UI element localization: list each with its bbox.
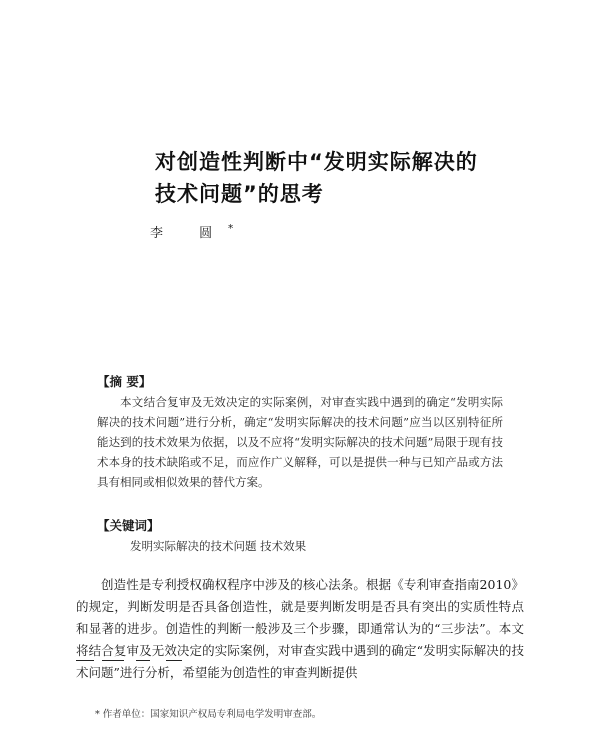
footnote: * 作者单位：国家知识产权局专利局电学发明审查部。 <box>95 709 322 720</box>
abstract-text: 本文结合复审及无效决定的实际案例，对审查实践中遇到的确定“发明实际解决的技术问题”进行分析，确定“发明实际解决的技术问题”应当以区别特征所能达到的技术效果为依据，以及不应将“发明实际解决的技术问题”局限于现有技术本身的技术缺陷或不足，而应作广义解释，可以是提供一种与已知产品或方法具有相同或相似效果的替代方案。 <box>97 395 503 489</box>
footnote-separator <box>76 656 216 666</box>
keywords-heading: 【关键词】 <box>97 518 160 533</box>
author-text: 李 圆 <box>150 226 229 241</box>
author-name <box>150 222 233 241</box>
author-footnote-mark: * <box>228 223 234 235</box>
keywords-text: 发明实际解决的技术问题 技术效果 <box>130 539 307 553</box>
separator-dash <box>102 660 124 661</box>
title-line-1: 对创造性判断中“发明实际解决的 <box>155 150 478 174</box>
abstract-heading: 【摘 要】 <box>97 374 152 389</box>
separator-dash <box>76 660 94 661</box>
body-paragraph: 创造性是专利授权确权程序中涉及的核心法条。根据《专利审查指南2010》的规定，判断发明是否具备创造性，就是要判断发明是否具有突出的实质性特点和显著的进步。创造性的判断一般涉及三个步骤，即通常认为的“三步法”。本文将结合复审及无效决定的实际案例，对审查实践中遇到的确定“发明实际解决的技术问题”进行分析，希望能为创造性的审查判断提供 <box>76 577 524 680</box>
separator-dash <box>136 660 150 661</box>
title-line-2: 技术问题”的思考 <box>155 182 324 206</box>
separator-dash <box>166 660 182 661</box>
article-title <box>155 146 535 210</box>
